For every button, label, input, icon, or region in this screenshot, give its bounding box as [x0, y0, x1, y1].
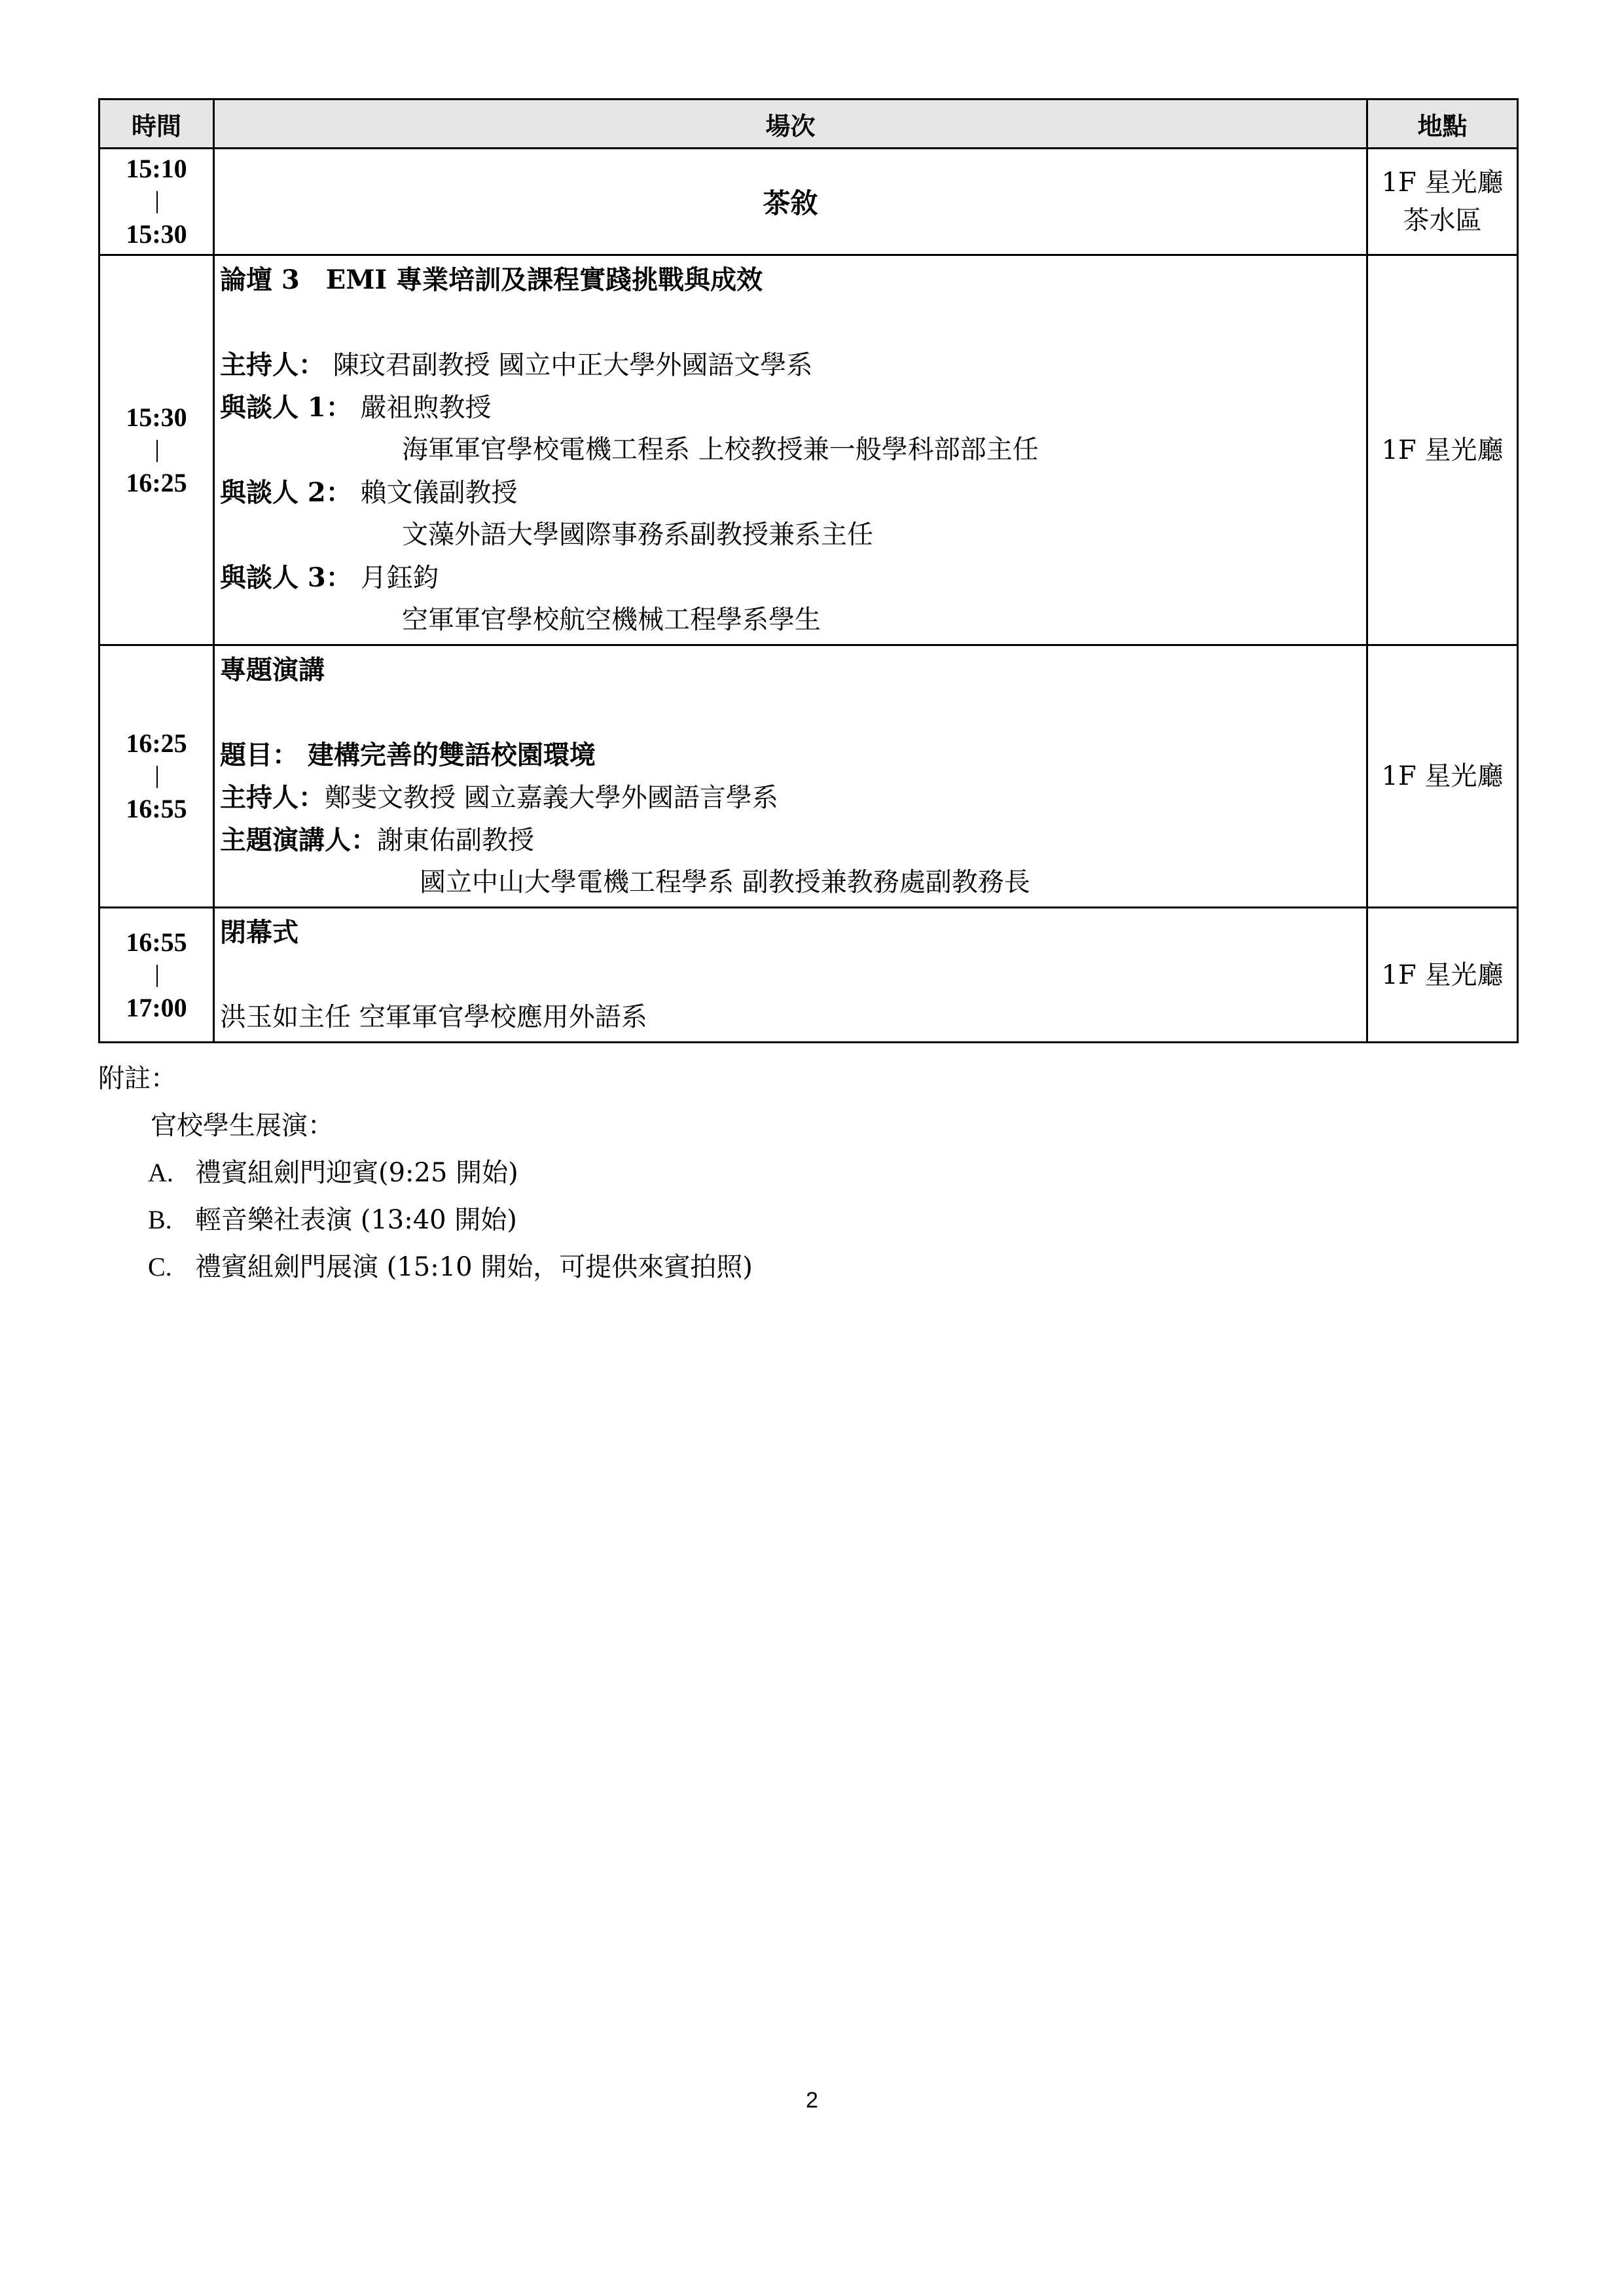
topic-text: 建構完善的雙語校園環境 [298, 740, 596, 770]
panelist-3-affiliation: 空軍軍官學校航空機械工程學系學生 [402, 605, 821, 635]
session-title: 專題演講 [220, 655, 325, 685]
session-cell [214, 255, 1367, 645]
time-start: 15:10 [126, 154, 187, 183]
list-item [98, 1196, 753, 1244]
panelist-1-line [220, 386, 1366, 429]
table-row [99, 908, 1518, 1043]
time-separator [100, 187, 213, 216]
session-title: 論壇 3 EMI 專業培訓及課程實踐挑戰與成效 [220, 264, 763, 295]
table-row [99, 645, 1518, 908]
speaker-line [220, 819, 1366, 861]
location-cell [1367, 255, 1518, 645]
speaker-affiliation: 國立中山大學電機工程學系 副教授兼教務處副教務長 [420, 867, 1030, 897]
session-title: 閉幕式 [220, 917, 298, 948]
panelist-1-affiliation: 海軍軍官學校電機工程系 上校教授兼一般學科部部主任 [402, 435, 1039, 465]
panelist-2-line [220, 471, 1366, 514]
table-row [99, 255, 1518, 645]
list-marker: B. [148, 1205, 172, 1234]
header-session: 場次 [214, 99, 1367, 149]
schedule-table [98, 98, 1519, 1043]
notes-heading: 附註： [98, 1064, 177, 1094]
time-start: 16:55 [126, 927, 187, 957]
session-cell [214, 645, 1367, 908]
host-line [220, 776, 1366, 819]
list-text: 輕音樂社表演 (13:40 開始) [195, 1205, 517, 1235]
list-item [98, 1149, 753, 1196]
time-separator [100, 762, 213, 791]
panelist-2-label: 與談人 2： [220, 477, 352, 508]
location-text: 1F 星光廳 [1381, 960, 1504, 990]
list-item [98, 1244, 753, 1291]
host-label: 主持人： [220, 350, 325, 380]
page-number: 2 [806, 2088, 818, 2113]
time-end: 17:00 [126, 992, 187, 1022]
time-cell [99, 149, 214, 255]
host-label: 主持人： [220, 782, 325, 813]
session-detail: 洪玉如主任 空軍軍官學校應用外語系 [220, 1002, 647, 1032]
topic-line [220, 734, 1366, 776]
time-start: 16:25 [126, 728, 187, 758]
time-end: 15:30 [126, 219, 187, 249]
time-cell [99, 908, 214, 1043]
location-text: 1F 星光廳 [1381, 435, 1504, 465]
notes-section [98, 1055, 753, 1291]
time-cell [99, 255, 214, 645]
panelist-1-label: 與談人 1： [220, 392, 352, 423]
panelist-3-label: 與談人 3： [220, 562, 352, 593]
list-text: 禮賓組劍門展演 (15:10 開始，可提供來賓拍照) [195, 1252, 753, 1282]
host-text: 鄭斐文教授 國立嘉義大學外國語言學系 [325, 783, 778, 813]
topic-label: 題目： [220, 740, 298, 770]
location-subtext: 茶水區 [1403, 206, 1482, 236]
list-marker: C. [148, 1252, 172, 1282]
table-header-row [99, 99, 1518, 149]
speaker-name: 謝東佑副教授 [377, 825, 534, 855]
time-separator [100, 961, 213, 990]
session-title: 茶敘 [214, 149, 1367, 255]
panelist-3-line [220, 556, 1366, 599]
time-end: 16:25 [126, 467, 187, 497]
notes-subheading: 官校學生展演： [151, 1111, 334, 1141]
list-marker: A. [148, 1158, 173, 1187]
list-text: 禮賓組劍門迎賓(9:25 開始) [195, 1158, 518, 1188]
session-cell [214, 908, 1367, 1043]
speaker-label: 主題演講人： [220, 825, 377, 855]
location-cell [1367, 645, 1518, 908]
panelist-1-name: 嚴祖煦教授 [352, 393, 492, 423]
table-row [99, 149, 1518, 255]
location-text: 1F 星光廳 [1381, 168, 1504, 198]
time-start: 15:30 [126, 402, 187, 432]
time-cell [99, 645, 214, 908]
time-end: 16:55 [126, 794, 187, 823]
location-text: 1F 星光廳 [1381, 761, 1504, 791]
location-cell [1367, 149, 1518, 255]
panelist-2-affiliation: 文藻外語大學國際事務系副教授兼系主任 [402, 520, 873, 550]
panelist-2-name: 賴文儀副教授 [352, 478, 518, 508]
header-location: 地點 [1367, 99, 1518, 149]
host-text: 陳玟君副教授 國立中正大學外國語文學系 [325, 350, 813, 380]
panelist-3-name: 月鈺鈞 [352, 563, 439, 593]
host-line [220, 344, 1366, 386]
time-separator [100, 436, 213, 465]
header-time: 時間 [99, 99, 214, 149]
location-cell [1367, 908, 1518, 1043]
